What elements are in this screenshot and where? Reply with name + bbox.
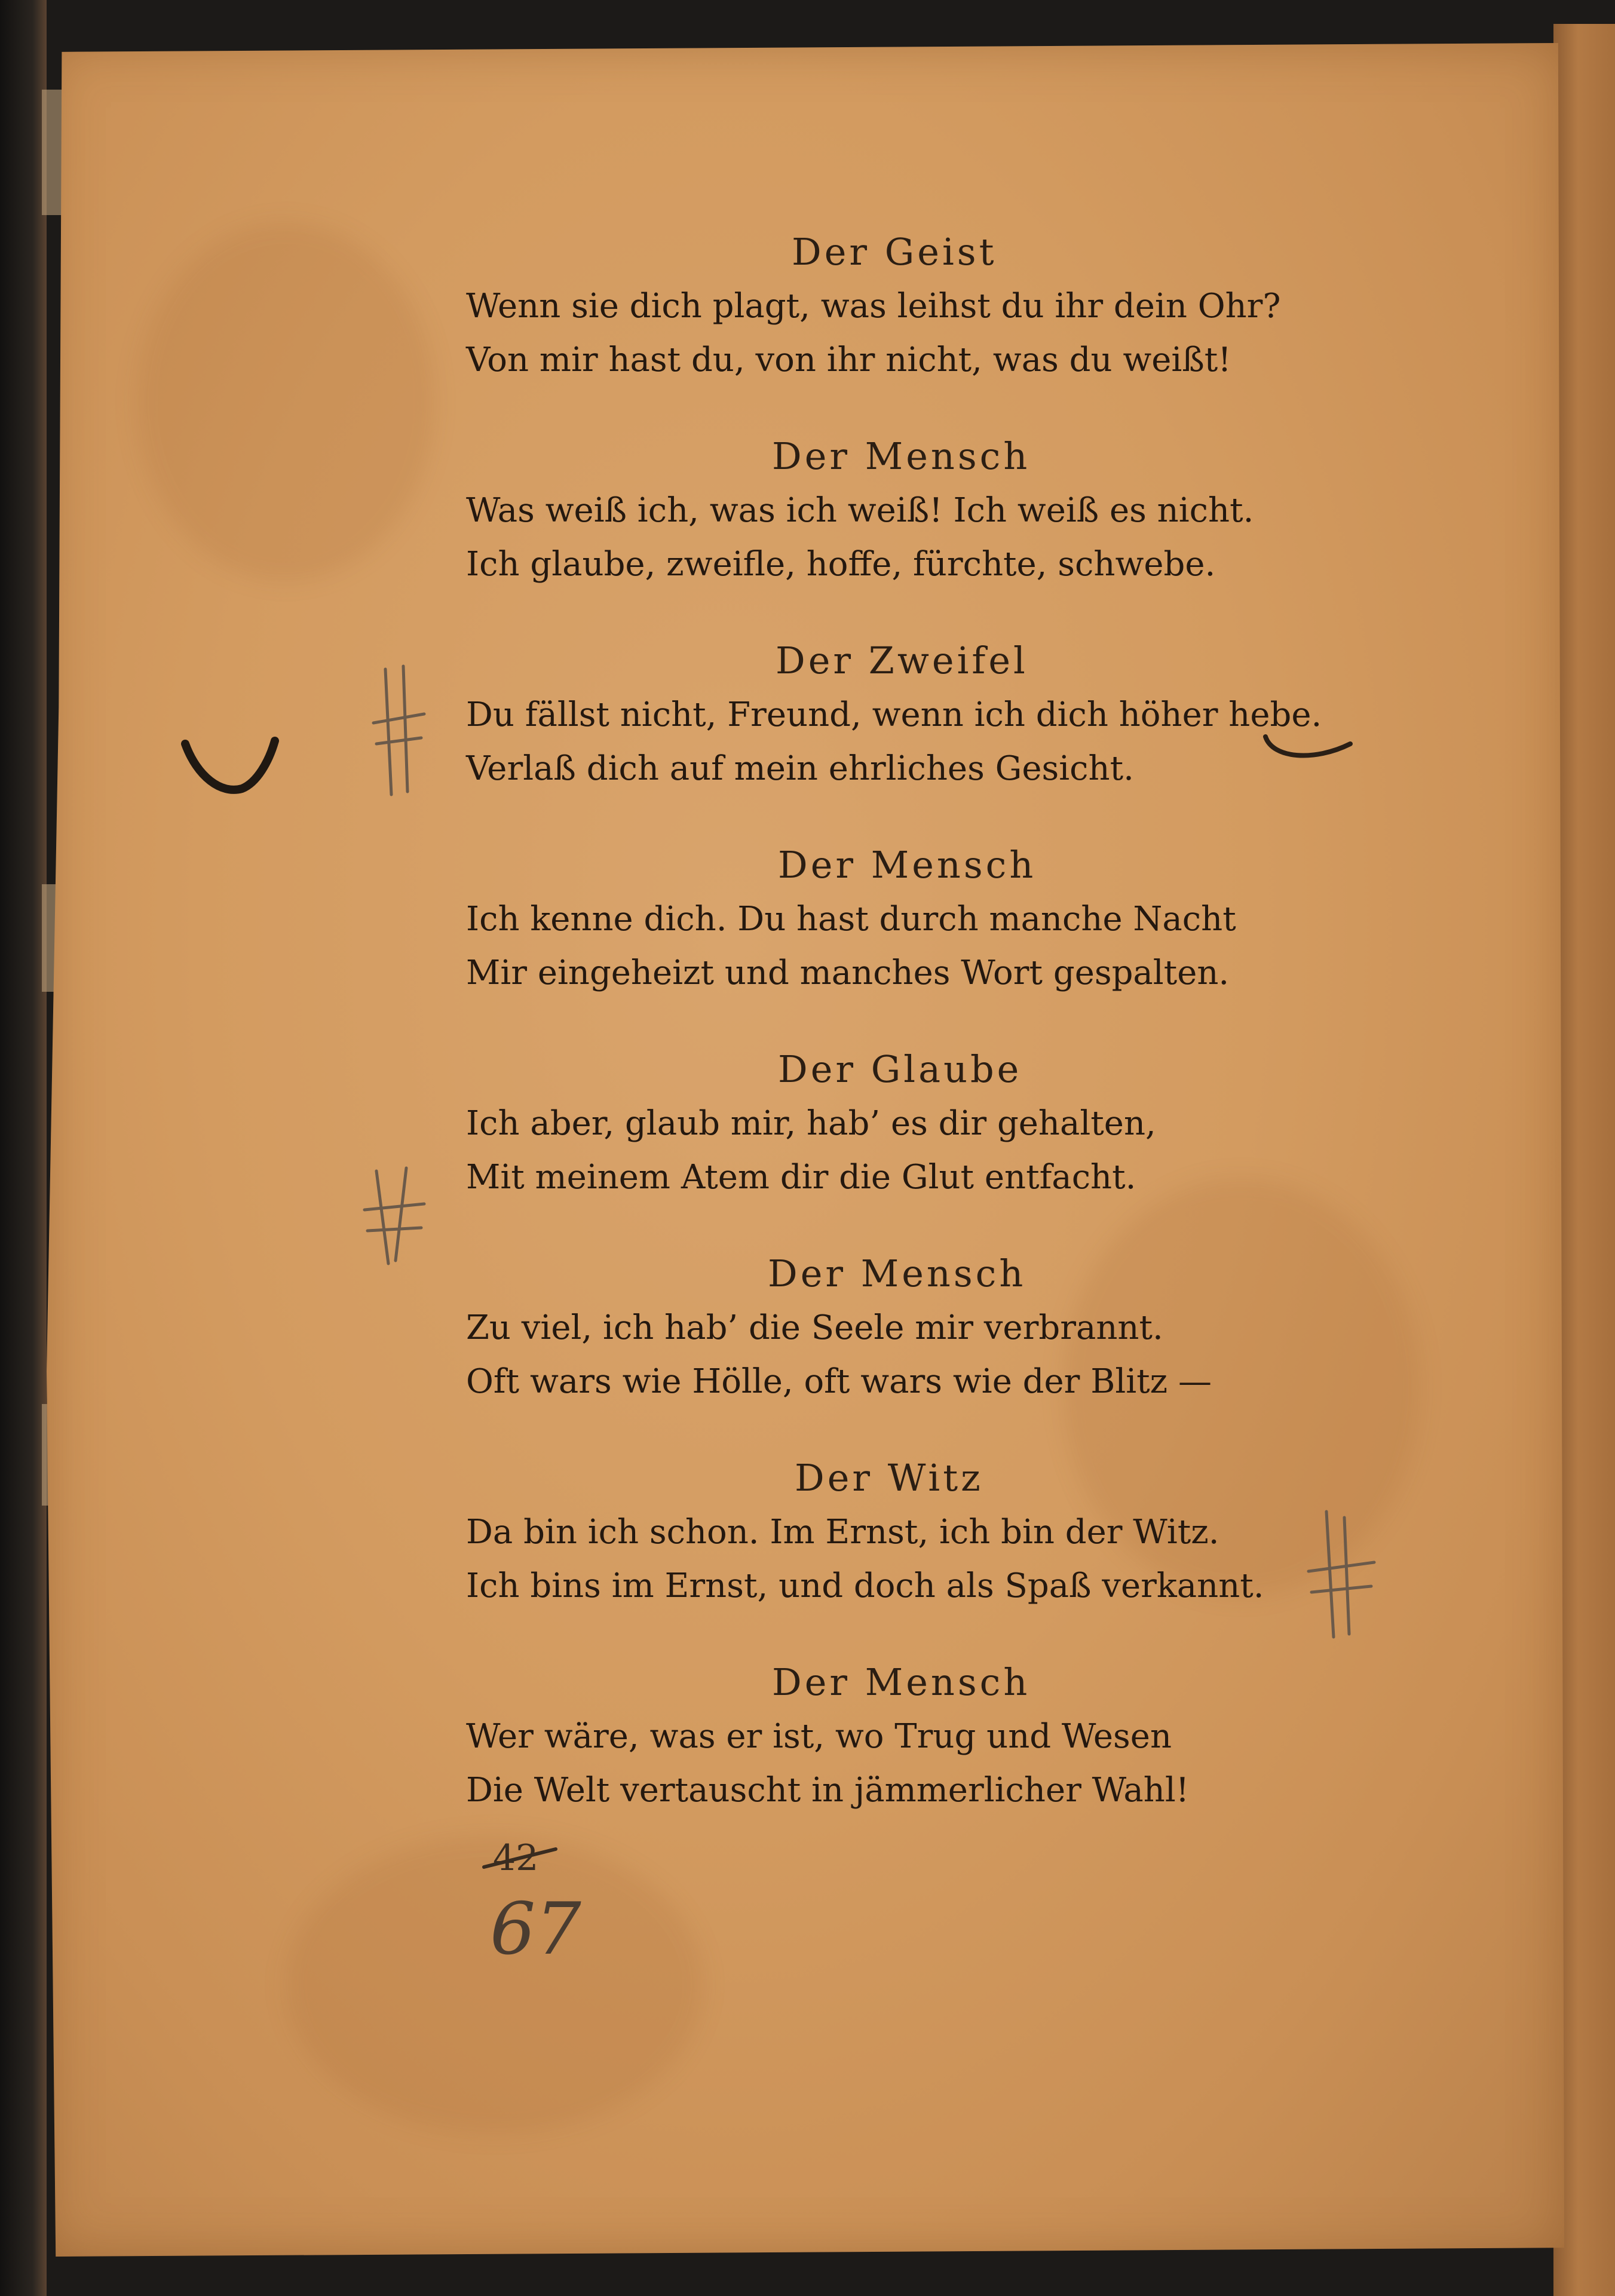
verse-line: Mir eingeheizt und manches Wort gespalten. [466, 954, 1230, 992]
speaker-heading: Der Mensch [772, 1660, 1031, 1704]
handwritten-page-number: 67 [490, 1888, 581, 1971]
verse-line: Wer wäre, was er ist, wo Trug und Wesen [466, 1717, 1172, 1756]
verse-line: Ich aber, glaub mir, hab’ es dir gehalten, [466, 1104, 1156, 1143]
speaker-heading: Der Mensch [778, 843, 1037, 887]
verse-line: Ich bins im Ernst, und doch als Spaß verkannt. [466, 1567, 1264, 1605]
ink-checkmark-icon [179, 729, 281, 801]
verse-line: Wenn sie dich plagt, was leihst du ihr dein Ohr? [466, 287, 1281, 326]
verse-line: Oft wars wie Hölle, oft wars wie der Blitz — [466, 1362, 1212, 1401]
pencil-hash-icon [358, 1162, 430, 1270]
pencil-hash-icon [364, 663, 430, 801]
verse-line: Verlaß dich auf mein ehrliches Gesicht. [466, 749, 1134, 788]
printed-page-number-struck: 42 [493, 1837, 539, 1879]
ink-underline-icon [1261, 732, 1356, 768]
paper-stain [286, 1835, 704, 2134]
speaker-heading: Der Mensch [768, 1252, 1026, 1295]
verse-line: Von mir hast du, von ihr nicht, was du weißt! [466, 341, 1231, 379]
verse-line: Zu viel, ich hab’ die Seele mir verbrannt. [466, 1308, 1163, 1347]
verse-line: Was weiß ich, was ich weiß! Ich weiß es nicht. [466, 491, 1254, 530]
speaker-heading: Der Mensch [772, 434, 1031, 478]
verse-line: Mit meinem Atem dir die Glut entfacht. [466, 1158, 1136, 1197]
strikethrough-icon [481, 1840, 559, 1876]
speaker-heading: Der Zweifel [776, 639, 1028, 682]
verse-line: Du fällst nicht, Freund, wenn ich dich höher hebe. [466, 695, 1322, 734]
verse-line: Ich kenne dich. Du hast durch manche Nacht [466, 900, 1236, 939]
verse-line: Da bin ich schon. Im Ernst, ich bin der Witz. [466, 1513, 1219, 1552]
binding-edge [0, 0, 47, 2296]
speaker-heading: Der Witz [795, 1456, 983, 1500]
pencil-hash-icon [1303, 1506, 1380, 1643]
paper-stain [136, 222, 435, 581]
verse-line: Die Welt vertauscht in jämmerlicher Wahl! [466, 1771, 1190, 1810]
speaker-heading: Der Geist [792, 230, 997, 274]
speaker-heading: Der Glaube [778, 1047, 1022, 1091]
verse-line: Ich glaube, zweifle, hoffe, fürchte, schwebe. [466, 545, 1216, 584]
